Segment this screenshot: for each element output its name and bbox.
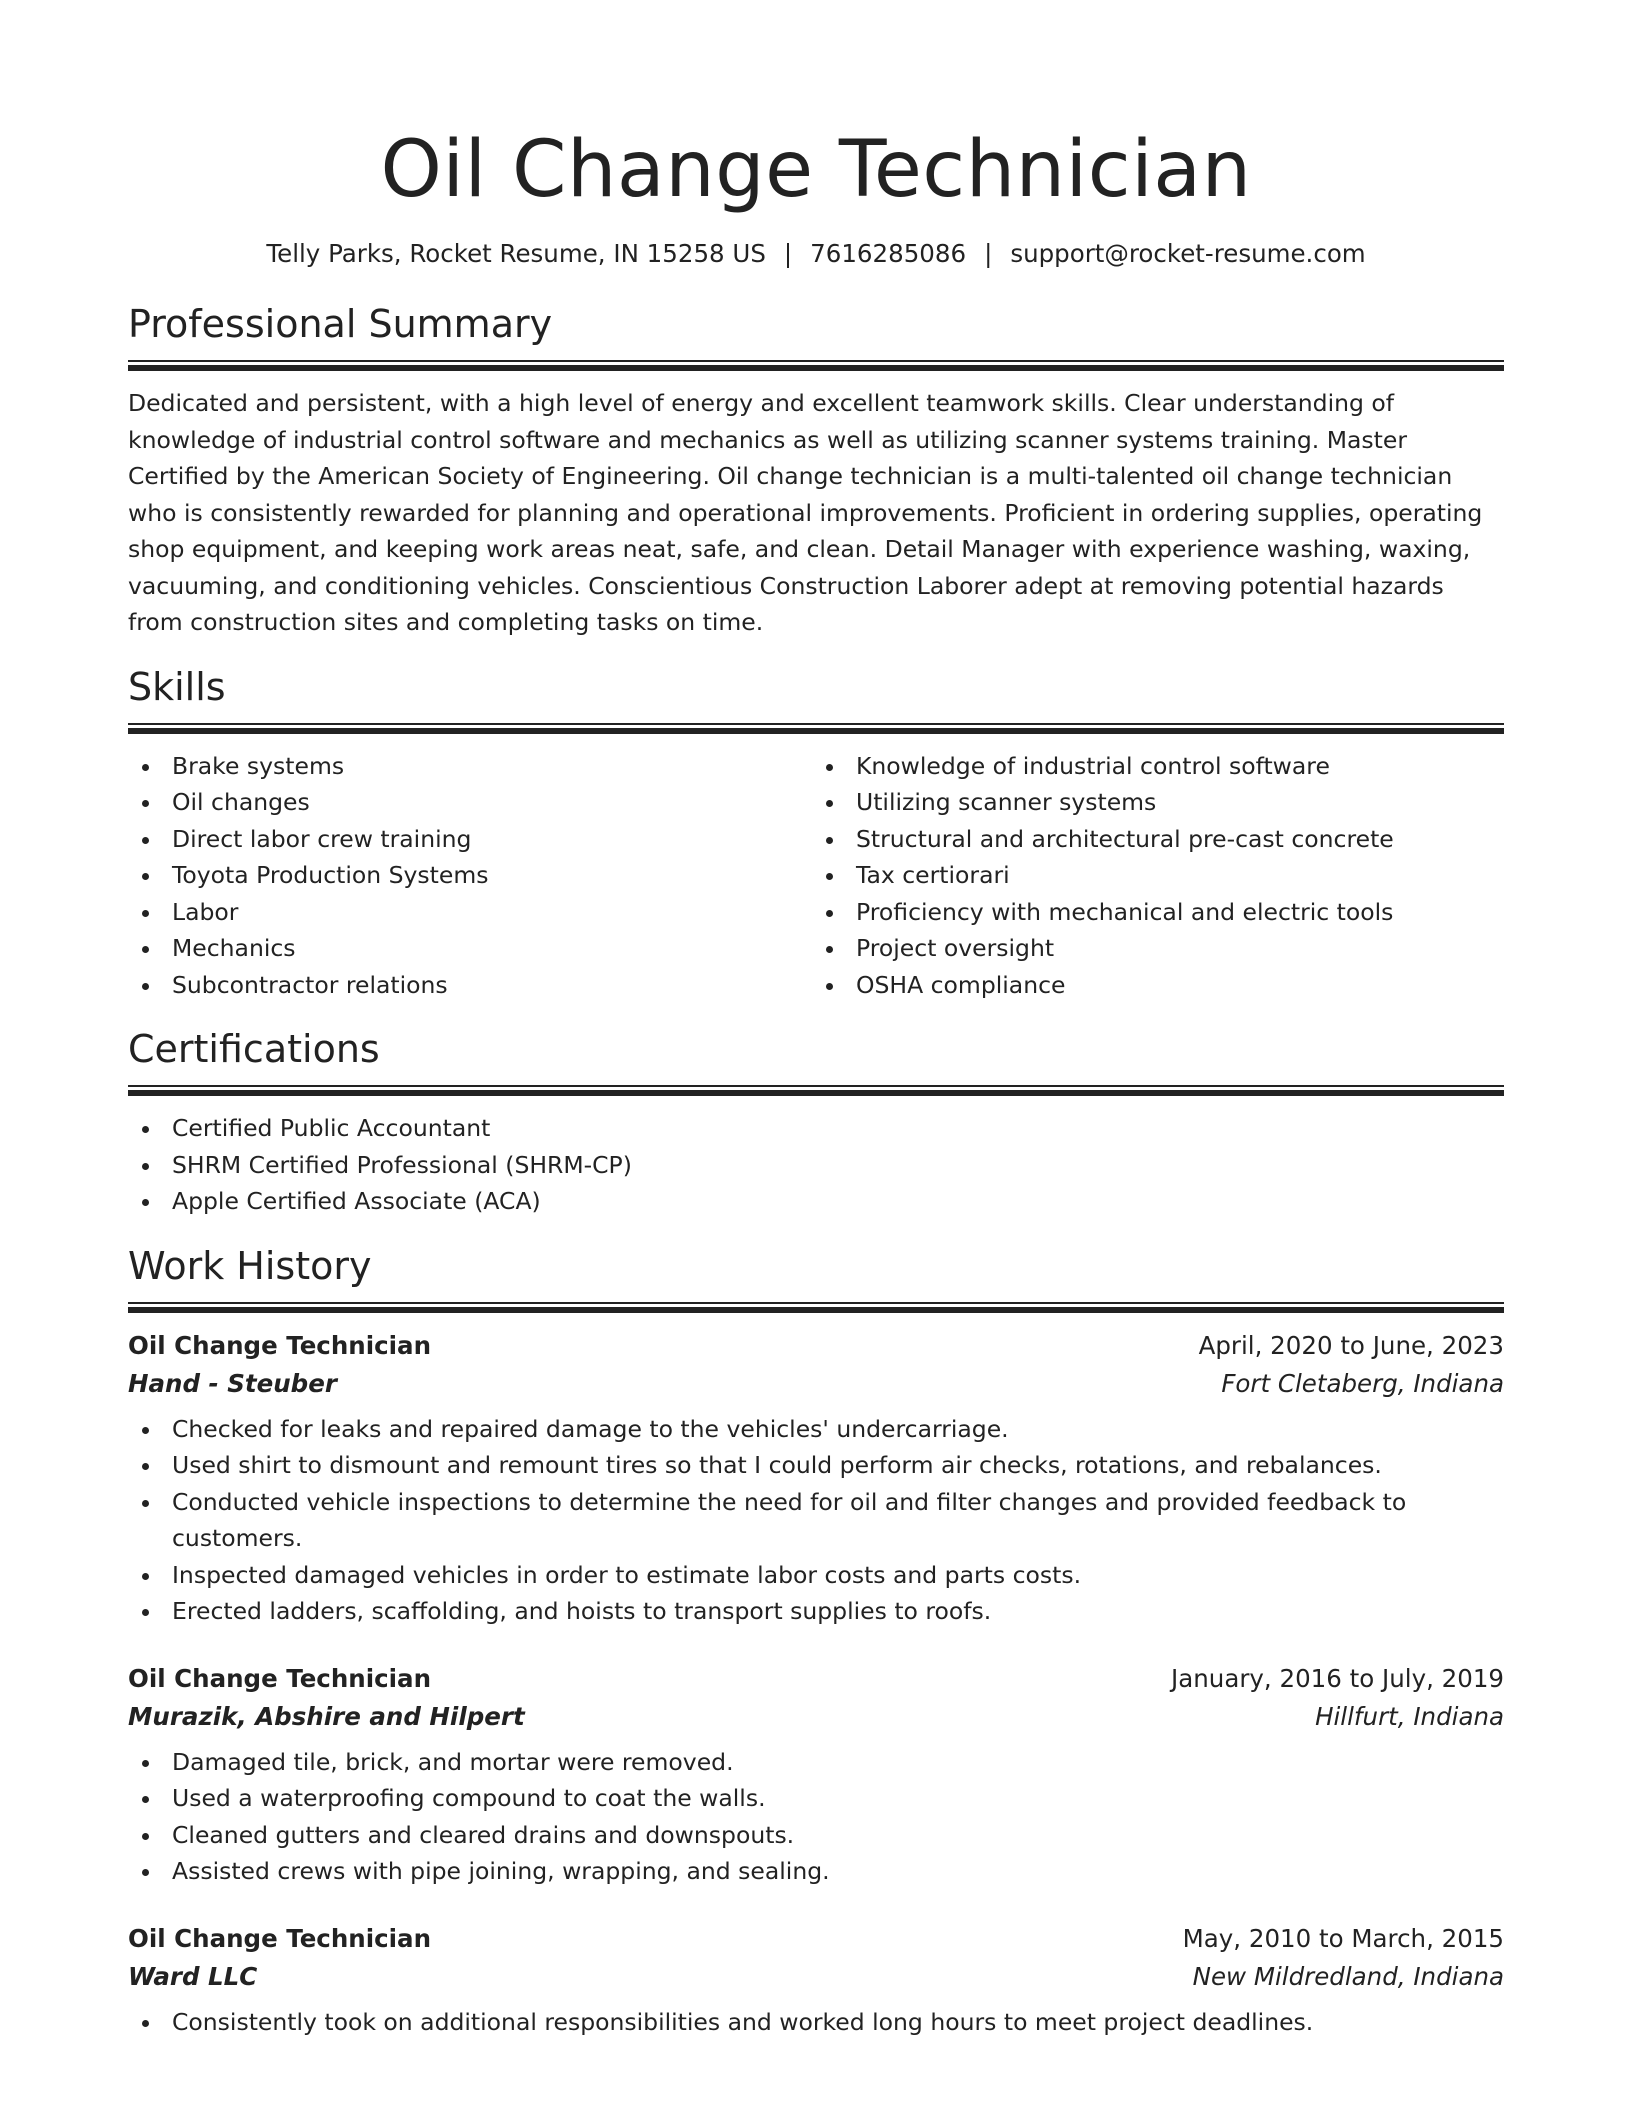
- contact-email: support@rocket-resume.com: [1010, 239, 1366, 268]
- section-heading: Professional Summary: [128, 302, 553, 346]
- contact-address: Telly Parks, Rocket Resume, IN 15258 US: [266, 239, 766, 268]
- job-bullet: Erected ladders, scaffolding, and hoists to transport supplies to roofs.: [128, 1593, 1504, 1630]
- job-entry: [128, 1660, 1504, 1890]
- job-dates: April, 2020 to June, 2023: [1198, 1330, 1504, 1360]
- job-bullet: Conducted vehicle inspections to determine the need for oil and filter changes and provided feedback to customers.: [128, 1484, 1504, 1557]
- job-bullet: Damaged tile, brick, and mortar were removed.: [128, 1744, 1504, 1781]
- job-subheader: [128, 1365, 1504, 1403]
- skill-item: Project oversight: [812, 930, 1500, 967]
- job-title: Oil Change Technician: [128, 1663, 432, 1693]
- job-subheader: [128, 1958, 1504, 1996]
- job-company: Ward LLC: [128, 1961, 258, 1991]
- job-bullet: Checked for leaks and repaired damage to the vehicles' undercarriage.: [128, 1411, 1504, 1448]
- skill-item: Knowledge of industrial control software: [812, 748, 1500, 785]
- certifications-list: [128, 1110, 1504, 1220]
- section-divider: [128, 1302, 1504, 1313]
- resume-title: Oil Change Technician: [380, 125, 1252, 215]
- section-heading: Skills: [128, 664, 226, 709]
- job-entry: [128, 1920, 1504, 2041]
- job-bullet: Assisted crews with pipe joining, wrapping, and sealing.: [128, 1853, 1504, 1890]
- skills-columns: [128, 748, 1504, 1004]
- job-bullet: Cleaned gutters and cleared drains and downspouts.: [128, 1817, 1504, 1854]
- contact-phone: 7616285086: [810, 239, 967, 268]
- skill-item: Structural and architectural pre-cast concrete: [812, 821, 1500, 858]
- skill-item: Brake systems: [128, 748, 816, 785]
- job-header: [128, 1327, 1504, 1365]
- job-bullet: Used shirt to dismount and remount tires so that I could perform air checks, rotations, and rebalances.: [128, 1447, 1504, 1484]
- job-location: New Mildredland, Indiana: [1192, 1961, 1504, 1991]
- skill-item: Tax certiorari: [812, 857, 1500, 894]
- certification-item: SHRM Certified Professional (SHRM-CP): [128, 1147, 1504, 1184]
- job-title: Oil Change Technician: [128, 1923, 432, 1953]
- skill-item: Direct labor crew training: [128, 821, 816, 858]
- section-heading: Certifications: [128, 1027, 380, 1071]
- skill-item: Labor: [128, 894, 816, 931]
- job-bullet: Used a waterproofing compound to coat the walls.: [128, 1780, 1504, 1817]
- skill-item: Utilizing scanner systems: [812, 784, 1500, 821]
- certification-item: Certified Public Accountant: [128, 1110, 1504, 1147]
- skill-item: OSHA compliance: [812, 967, 1500, 1004]
- contact-separator: |: [984, 239, 993, 268]
- section-divider: [128, 360, 1504, 371]
- skill-item: Subcontractor relations: [128, 967, 816, 1004]
- summary-text: Dedicated and persistent, with a high level of energy and excellent teamwork skills. Clear understanding of knowledge of industrial control software and mechanics as well as utilizing scanner systems training. Master Certified by the American Society of Engineering. Oil change technician is a multi-talented oil change technician who is consistently rewarded for planning and operational improvements. Proficient in ordering supplies, operating shop equipment, and keeping work areas neat, safe, and clean. Detail Manager with experience washing, waxing, vacuuming, and conditioning vehicles. Conscientious Construction Laborer adept at removing potential hazards from construction sites and completing tasks on time.: [128, 389, 1483, 636]
- job-bullets: [128, 2004, 1504, 2041]
- job-header: [128, 1920, 1504, 1958]
- job-bullet: Inspected damaged vehicles in order to estimate labor costs and parts costs.: [128, 1557, 1504, 1594]
- job-bullets: [128, 1411, 1504, 1630]
- skills-list-left: [128, 748, 816, 1004]
- section-divider: [128, 723, 1504, 734]
- section-heading: Work History: [128, 1243, 372, 1288]
- job-company: Hand - Steuber: [128, 1368, 337, 1398]
- skills-section: [128, 663, 1504, 1004]
- resume-page: [128, 120, 1504, 2040]
- skill-item: Oil changes: [128, 784, 816, 821]
- skill-item: Mechanics: [128, 930, 816, 967]
- skills-list-right: [812, 748, 1500, 1004]
- contact-line: [128, 238, 1504, 270]
- job-header: [128, 1660, 1504, 1698]
- job-bullets: [128, 1744, 1504, 1890]
- section-divider: [128, 1085, 1504, 1096]
- job-dates: May, 2010 to March, 2015: [1182, 1923, 1504, 1953]
- job-entry: [128, 1327, 1504, 1630]
- contact-separator: |: [783, 239, 793, 268]
- job-location: Fort Cletaberg, Indiana: [1221, 1368, 1504, 1398]
- certifications-section: [128, 1025, 1504, 1220]
- job-subheader: [128, 1698, 1504, 1736]
- job-dates: January, 2016 to July, 2019: [1171, 1663, 1504, 1693]
- work-history-section: [128, 1242, 1504, 2041]
- job-location: Hillfurt, Indiana: [1315, 1701, 1504, 1731]
- job-bullet: Consistently took on additional responsibilities and worked long hours to meet project deadlines.: [128, 2004, 1504, 2041]
- summary-section: [128, 300, 1504, 641]
- job-title: Oil Change Technician: [128, 1330, 432, 1360]
- skill-item: Proficiency with mechanical and electric tools: [812, 894, 1500, 931]
- job-company: Murazik, Abshire and Hilpert: [128, 1701, 525, 1731]
- certification-item: Apple Certified Associate (ACA): [128, 1183, 1504, 1220]
- skill-item: Toyota Production Systems: [128, 857, 816, 894]
